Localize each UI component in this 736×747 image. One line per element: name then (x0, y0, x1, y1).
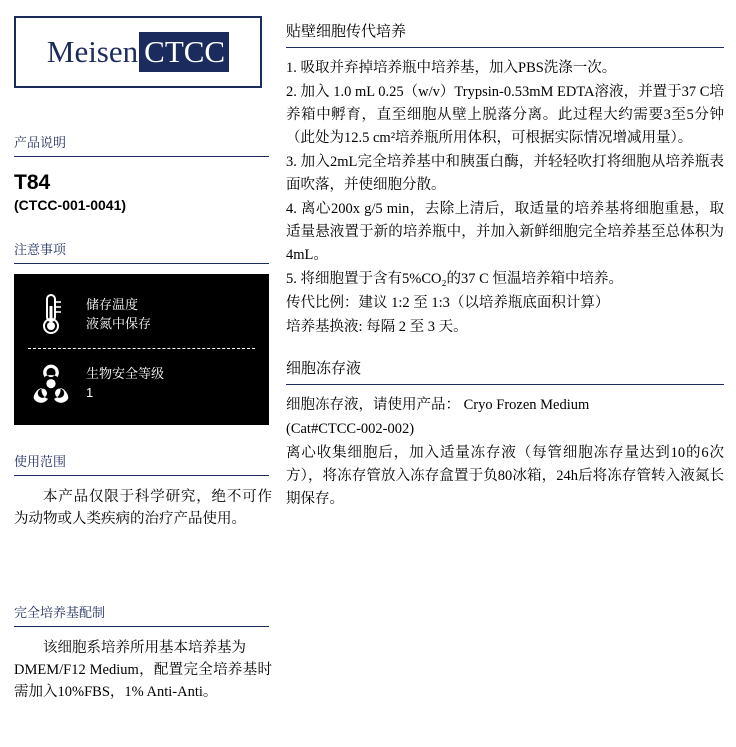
usage-section (14, 451, 276, 530)
medium-change-line: 培养基换液: 每隔 2 至 3 天。 (286, 319, 468, 335)
divider (14, 263, 269, 264)
cryo-line-1: 细胞冻存液，请使用产品： Cryo Frozen Medium (286, 397, 590, 413)
medium-text-2: DMEM/F12 Medium，配置完全培养基时需加入10%FBS，1% Anti-Anti。 (14, 662, 272, 700)
usage-text: 本产品仅限于科学研究，绝不可作为动物或人类疾病的治疗产品使用。 (14, 489, 272, 527)
notice-section (14, 239, 276, 425)
subculture-section (286, 20, 724, 339)
left-column (14, 16, 276, 703)
panel-divider (28, 348, 255, 349)
brand-logo (14, 16, 262, 88)
cryo-section (286, 357, 724, 511)
cryo-line-3: 离心收集细胞后，加入适量冻存液（每管细胞冻存量达到10的6次方），将冻存管放入冻存盒置于负80冰箱，24h后将冻存管转入液氮长期保存。 (286, 445, 724, 507)
thermometer-icon (28, 292, 74, 336)
storage-label-line2: 液氮中保存 (86, 316, 152, 331)
product-description-title: 产品说明 (14, 135, 67, 150)
biosafety-label (86, 364, 164, 402)
subculture-title: 贴壁细胞传代培养 (286, 24, 407, 40)
right-column (286, 20, 724, 512)
passage-ratio-line: 传代比例：建议 1:2 至 1:3（以培养瓶底面积计算） (286, 295, 610, 311)
divider (14, 475, 269, 476)
product-name: T84 (14, 171, 51, 194)
storage-label-line1: 储存温度 (86, 297, 139, 312)
divider (14, 626, 269, 627)
divider (286, 47, 724, 48)
step-1: 1. 吸取并弃掉培养瓶中培养基，加入PBS洗涤一次。 (286, 60, 617, 76)
step-2: 2. 加入 1.0 mL 0.25（w/v）Trypsin-0.53mM EDTA溶液，并置于37 C培养箱中孵育，直至细胞从壁上脱落分离。此过程大约需要3至5分钟（此处为12.5 cm²培养瓶所用体积，可根据实际情况增减用量）。 (286, 84, 724, 146)
medium-title: 完全培养基配制 (14, 605, 106, 620)
medium-section (14, 602, 276, 703)
storage-row (14, 284, 269, 344)
medium-text-1: 该细胞系培养所用基本培养基为 (43, 640, 246, 656)
logo-brand-first: Meisen (46, 34, 139, 69)
product-catalog-number: (CTCC-001-0041) (14, 197, 127, 213)
biosafety-label-line1: 生物安全等级 (86, 366, 165, 381)
cryo-body (286, 394, 724, 511)
logo-text (47, 34, 229, 70)
step-4: 4. 离心200x g/5 min，去除上清后，取适量的培养基将细胞重悬，取适量悬液置于新的培养瓶中，并加入新鲜细胞完全培养基至总体积为4mL。 (286, 201, 724, 263)
biosafety-label-line2: 1 (86, 385, 94, 400)
storage-label (86, 295, 151, 333)
logo-brand-second: CTCC (139, 32, 229, 72)
subculture-steps (286, 57, 724, 339)
biosafety-row (14, 353, 269, 413)
cryo-title: 细胞冻存液 (286, 361, 362, 377)
info-panel (14, 274, 269, 425)
divider (286, 384, 724, 385)
cryo-line-2: (Cat#CTCC-002-002) (286, 421, 415, 437)
product-description-section (14, 132, 276, 213)
notice-title: 注意事项 (14, 242, 67, 257)
step-3: 3. 加入2mL完全培养基中和胰蛋白酶，并轻轻吹打将细胞从培养瓶表面吹落，并使细胞分散。 (286, 154, 724, 193)
step-5: 5. 将细胞置于含有5%CO₂的37 C 恒温培养箱中培养。 (286, 271, 623, 287)
divider (14, 156, 269, 157)
biohazard-icon (28, 362, 74, 404)
usage-title: 使用范围 (14, 454, 67, 469)
